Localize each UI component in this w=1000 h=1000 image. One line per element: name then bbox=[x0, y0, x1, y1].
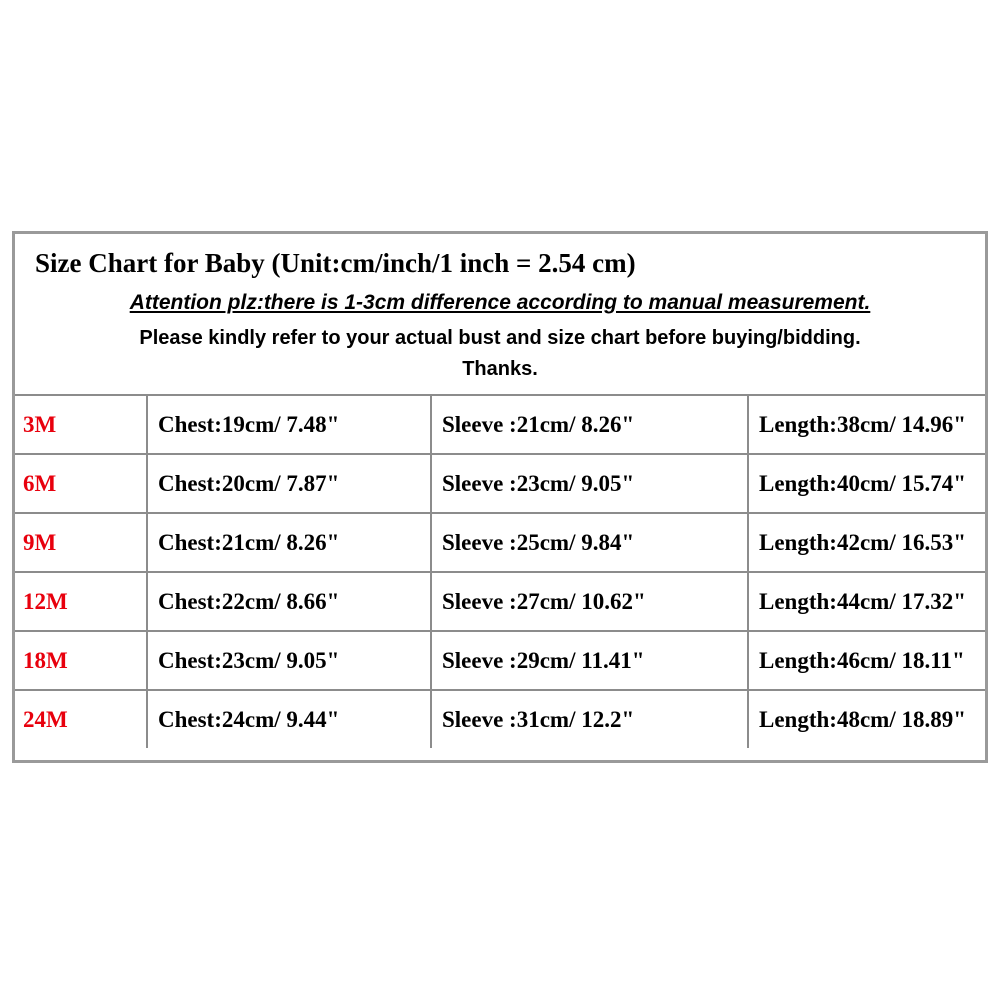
page-title: Size Chart for Baby (Unit:cm/inch/1 inch = 2.54 cm) bbox=[35, 248, 636, 278]
attention-note: Attention plz:there is 1-3cm difference according to manual measurement. bbox=[129, 290, 871, 314]
chest-value: Chest:21cm/ 8.26" bbox=[147, 513, 431, 572]
chest-value: Chest:23cm/ 9.05" bbox=[147, 631, 431, 690]
size-label: 12M bbox=[15, 572, 147, 631]
chest-value: Chest:22cm/ 8.66" bbox=[147, 572, 431, 631]
size-chart-inner bbox=[15, 234, 985, 760]
length-value: Length:44cm/ 17.32" bbox=[748, 572, 985, 631]
table-row bbox=[15, 631, 985, 690]
size-label: 3M bbox=[15, 395, 147, 454]
length-value: Length:40cm/ 15.74" bbox=[748, 454, 985, 513]
length-value: Length:46cm/ 18.11" bbox=[748, 631, 985, 690]
size-chart-header bbox=[15, 234, 985, 394]
size-label: 9M bbox=[15, 513, 147, 572]
table-row bbox=[15, 513, 985, 572]
sleeve-value: Sleeve :25cm/ 9.84" bbox=[431, 513, 748, 572]
buying-note: Please kindly refer to your actual bust and size chart before buying/bidding. bbox=[139, 327, 861, 350]
sleeve-value: Sleeve :21cm/ 8.26" bbox=[431, 395, 748, 454]
sleeve-value: Sleeve :27cm/ 10.62" bbox=[431, 572, 748, 631]
thanks-note: Thanks. bbox=[462, 358, 538, 381]
chest-value: Chest:20cm/ 7.87" bbox=[147, 454, 431, 513]
table-row bbox=[15, 395, 985, 454]
length-value: Length:42cm/ 16.53" bbox=[748, 513, 985, 572]
chest-value: Chest:24cm/ 9.44" bbox=[147, 690, 431, 748]
size-chart-panel bbox=[12, 231, 988, 763]
length-value: Length:38cm/ 14.96" bbox=[748, 395, 985, 454]
table-row bbox=[15, 572, 985, 631]
size-label: 24M bbox=[15, 690, 147, 748]
size-label: 18M bbox=[15, 631, 147, 690]
sleeve-value: Sleeve :29cm/ 11.41" bbox=[431, 631, 748, 690]
sleeve-value: Sleeve :23cm/ 9.05" bbox=[431, 454, 748, 513]
size-label: 6M bbox=[15, 454, 147, 513]
sleeve-value: Sleeve :31cm/ 12.2" bbox=[431, 690, 748, 748]
size-table bbox=[15, 394, 985, 748]
table-row bbox=[15, 454, 985, 513]
table-row bbox=[15, 690, 985, 748]
chest-value: Chest:19cm/ 7.48" bbox=[147, 395, 431, 454]
length-value: Length:48cm/ 18.89" bbox=[748, 690, 985, 748]
